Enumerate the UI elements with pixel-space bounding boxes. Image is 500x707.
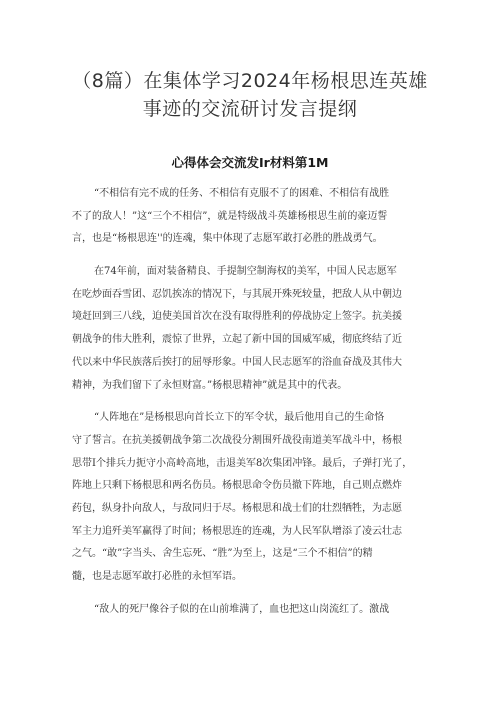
paragraph-line: “敌人的死尸像谷子似的在山前堆满了，血也把这山岗流红了。激战	[94, 603, 390, 615]
paragraph-line: 药包，纵身扑向敌人，与敌同归于尽。杨根思和战士们的壮烈牺牲，为志愿	[72, 502, 402, 514]
paragraph-line: 在吃炒面吞雪团、忍饥挨冻的情况下，与其展开殊死较量，把敌人从中朝边	[72, 288, 402, 300]
paragraph-line: “不相信有完不成的任务、不相信有克服不了的困难、不相信有战胜	[94, 188, 390, 199]
paragraph-line: 境赶回到三八线，迫使美国首次在没有取得胜利的停战协定上签字。抗美援	[72, 311, 402, 323]
document-body	[72, 183, 432, 631]
paragraph-line: 不了的敌人！”这“三个不相信”，就是特级战斗英雄杨根思生前的豪迈誓	[72, 210, 388, 222]
paragraph-2	[72, 261, 432, 397]
paragraph-line: 思带I个排兵力扼守小高岭高地，击退美军8次集团冲锋。最后，子弹打光了，	[72, 457, 413, 469]
paragraph-line: 守了誓言。在抗美援朝战争第二次战役分割围歼战役南道美军战斗中，杨根	[72, 434, 402, 446]
document-title-line-1: （8篇）在集体学习2024年杨根思连英雄	[72, 70, 428, 92]
paragraph-4	[72, 599, 432, 622]
paragraph-line: 代以来中华民族落后挨打的屈辱形象。中国人民志愿军的浴血奋战及其伟大	[72, 356, 402, 368]
paragraph-line: 阵地上只剩下杨根思和两名伤员。杨根思命令伤员撤下阵地，自己则点燃炸	[72, 480, 402, 492]
paragraph-line: 朝战争的伟大胜利，震惊了世界，立起了新中国的国威军威，彻底终结了近	[72, 334, 402, 346]
section-subheading: 心得体会交流发Ir材料第1M	[171, 155, 329, 170]
paragraph-line: 精神，为我们留下了永恒财富。”杨根思精神”就是其中的代表。	[72, 379, 348, 391]
document-title-line-2: 事迹的交流研讨发言提纲	[142, 98, 358, 120]
paragraph-line: 言，也是“杨根思连''的连魂，集中体现了志愿军敢打必胜的胜战勇气。	[72, 233, 383, 245]
paragraph-line: 在74年前，面对装备精良、手提制空制海权的美军，中国人民志愿军	[94, 266, 397, 278]
paragraph-1	[72, 183, 432, 251]
paragraph-line: 髓，也是志愿军敢打必胜的永恒军语。	[72, 571, 242, 582]
paragraph-line: “人阵地在”是杨根思向首长立下的军令状，最后他用自己的生命恪	[94, 412, 385, 424]
paragraph-line: 军主力追歼美军赢得了时间；杨根思连的连魂，为人民军队增添了凌云壮志	[72, 525, 402, 537]
paragraph-3	[72, 407, 432, 589]
paragraph-line: 之气。“敢”字当头、舍生忘死、“胜”为至上，这是“三个不相信”的精	[72, 548, 373, 560]
